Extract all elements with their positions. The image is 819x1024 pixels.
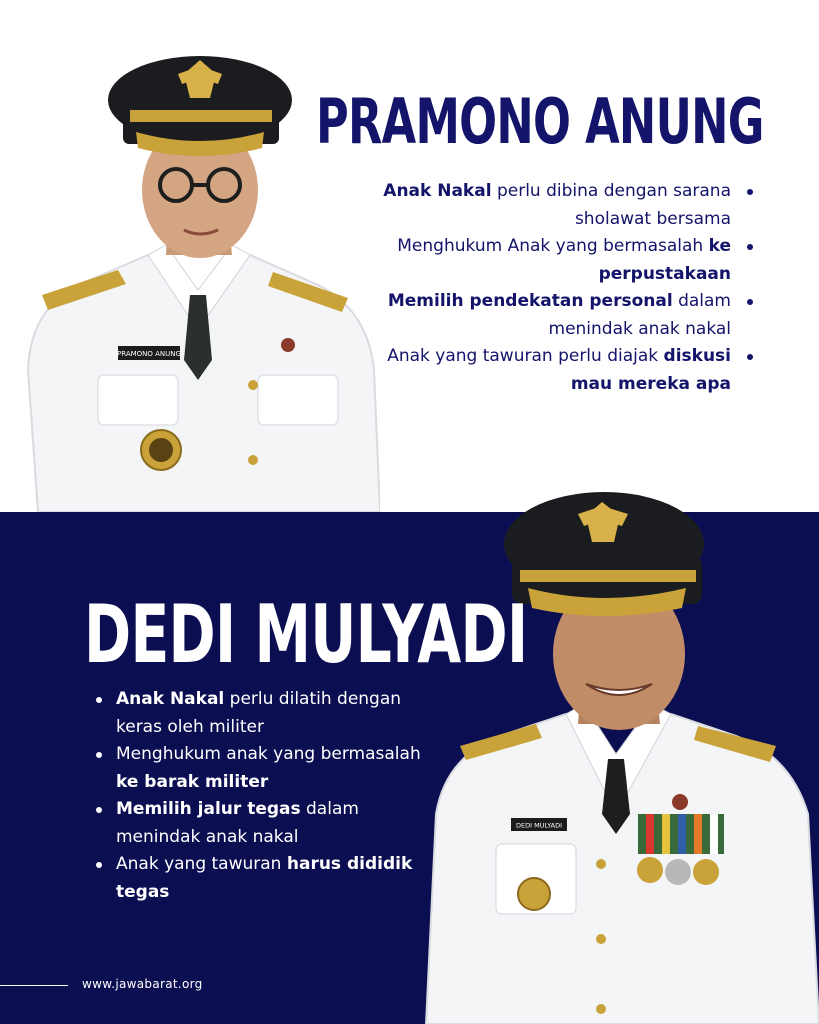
website-link[interactable]: www.jawabarat.org — [82, 977, 203, 991]
dedi-points-list — [94, 686, 424, 906]
bold-text: Memilih pendekatan personal — [387, 291, 673, 311]
text: Anak yang tawuran — [116, 854, 287, 874]
bold-text: Anak Nakal — [116, 689, 225, 709]
text: Menghukum anak yang bermasalah — [116, 744, 421, 764]
text: perlu dilatih dengan keras oleh militer — [116, 689, 402, 737]
bold-text: ke perpustakaan — [598, 236, 731, 284]
text: dalam menindak anak nakal — [116, 799, 359, 847]
bold-text: ke barak militer — [116, 771, 269, 792]
bold-text: harus dididik tegas — [116, 854, 413, 902]
text: perlu dibina dengan sarana sholawat bersama — [491, 181, 731, 229]
candidate-name-dedi: DEDI MULYADI — [84, 588, 528, 681]
bullet-point — [94, 851, 424, 906]
portrait-dedi-mulyadi — [416, 484, 819, 1024]
bullet-point — [371, 343, 731, 398]
bullet-point — [371, 288, 731, 343]
bold-text: Anak Nakal — [383, 181, 492, 201]
bullet-point — [371, 233, 731, 288]
candidate-name-pramono: PRAMONO ANUNG — [316, 85, 764, 158]
bold-text: diskusi mau mereka apa — [570, 346, 731, 394]
name-tag-text: PRAMONO ANUNG — [117, 350, 181, 358]
bullet-point — [94, 686, 424, 741]
text: Anak yang tawuran perlu diajak — [387, 346, 664, 366]
bold-text: Memilih jalur tegas — [116, 799, 301, 819]
bullet-point — [94, 796, 424, 851]
bullet-point — [371, 178, 731, 233]
name-tag-text: DEDI MULYADI — [515, 821, 563, 830]
pramono-points-list — [371, 178, 731, 398]
footer-divider — [0, 985, 68, 986]
bullet-point — [94, 741, 424, 796]
text: Menghukum Anak yang bermasalah — [397, 236, 709, 256]
text: dalam menindak anak nakal — [548, 291, 731, 339]
